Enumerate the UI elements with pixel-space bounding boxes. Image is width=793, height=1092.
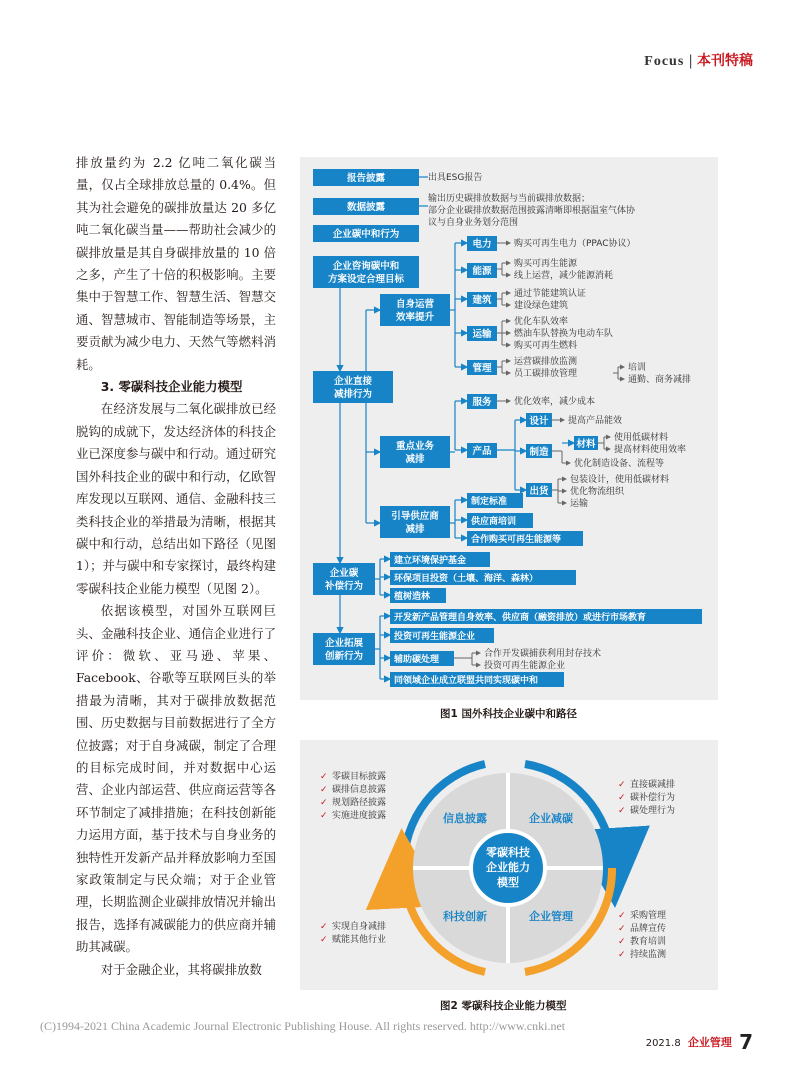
design-item-1: 提高产品能效 xyxy=(568,416,623,426)
paragraph-3: 依据该模型，对国外互联网巨头、金融科技企业、通信企业进行了评价：微软、亚马逊、苹果、Facebook、谷歌等互联网巨头的举措最为清晰，其对于碳排放数据范围、历史数据与目前数据进行了全方位披露；对于自身减碳，制定了合理的目标完成时间，并对数据中心运营、企业内部运营、供应商运营等各环节制定了减排措施；在科技创新能力运用方面，基于技术与自身业务的独特性开发新产品并释放影响力至国家政策制定与民众端；对于企业管理，长期监测企业碳排放情况并输出报告，选择有减碳能力的供应商并辅助其减碳。 xyxy=(76,603,276,955)
br-item-3: 教育培训 xyxy=(630,937,667,947)
header-separator: | xyxy=(688,53,693,69)
check-icon: ✓ xyxy=(320,772,328,782)
check-icon: ✓ xyxy=(618,806,626,816)
tl-item-3: 规划路径披露 xyxy=(332,798,387,808)
carbon-item-1: 合作开发碳捕获利用封存技术 xyxy=(484,649,602,659)
innov-item-1: 开发新产品管理自身效率、供应商（融资排放）或进行市场教育 xyxy=(394,613,647,623)
quadrant-innovation: 科技创新 xyxy=(443,910,487,923)
desc-data-1: 输出历史碳排放数据与当前碳排放数据； xyxy=(428,194,591,204)
offset-2: 补偿行为 xyxy=(324,581,364,592)
check-icon: ✓ xyxy=(618,780,626,790)
check-icon: ✓ xyxy=(618,950,626,960)
quadrant-disclosure: 信息披露 xyxy=(443,812,487,825)
innov-item-4: 同领域企业成立联盟共同实现碳中和 xyxy=(394,676,539,686)
check-icon: ✓ xyxy=(320,798,328,808)
check-icon: ✓ xyxy=(618,924,626,934)
section-heading: 3. 零碳科技企业能力模型 xyxy=(100,379,243,395)
goal-1: 企业咨询碳中和 xyxy=(332,261,400,272)
direct-2: 减排行为 xyxy=(333,389,373,400)
innov-item-2: 投资可再生能源企业 xyxy=(394,632,476,642)
keybiz-2: 减排 xyxy=(405,454,425,465)
label-mgmt: 管理 xyxy=(472,363,492,374)
label-building: 建筑 xyxy=(472,295,492,306)
mgmt-item-2: 员工碳排放管理 xyxy=(514,369,578,379)
transport-item-2: 燃油车队替换为电动车队 xyxy=(514,329,614,339)
body-text xyxy=(76,152,276,981)
label-action: 企业碳中和行为 xyxy=(332,229,400,240)
running-header xyxy=(644,50,753,70)
paragraph-2: 在经济发展与二氧化碳排放已经脱钩的成就下，发达经济体的科技企业已深度参与碳中和行动。通过研究国外科技企业的碳中和行动，亿欧智库发现以互联网、通信、金融科技三类科技企业的举措最为清晰，根据其碳中和行动，总结出如下路径（见图 1）；并与碳中和专家探讨，最终构建零碳科技企业能力模型（见图 2）。 xyxy=(76,401,276,596)
figure-2-caption: 图2 零碳科技企业能力模型 xyxy=(440,1000,567,1012)
ship-item-1: 包装设计，使用低碳材料 xyxy=(570,475,670,485)
quadrant-management: 企业管理 xyxy=(529,910,573,923)
check-icon: ✓ xyxy=(320,935,328,945)
desc-report: 出具ESG报告 xyxy=(428,173,483,183)
center-line-2: 企业能力 xyxy=(486,861,530,874)
tr-item-1: 直接碳减排 xyxy=(630,780,676,790)
mgmt-sub-2: 通勤、商务减排 xyxy=(628,375,692,385)
label-report: 报告披露 xyxy=(346,173,386,184)
paragraph-4: 对于金融企业，其将碳排放数 xyxy=(100,961,262,977)
offset-item-1: 建立环境保护基金 xyxy=(394,556,467,566)
selfops-2: 效率提升 xyxy=(395,312,435,323)
tr-item-2: 碳补偿行为 xyxy=(630,793,676,803)
page-footer xyxy=(646,1030,753,1054)
building-item-1: 通过节能建筑认证 xyxy=(514,289,587,299)
bl-item-1: 实现自身减排 xyxy=(332,922,387,932)
direct-1: 企业直接 xyxy=(333,376,373,387)
tl-item-4: 实施进度披露 xyxy=(332,811,387,821)
figure-2-diagram xyxy=(300,740,718,990)
desc-data-3: 议与自身业务划分范围 xyxy=(428,218,519,228)
check-icon: ✓ xyxy=(320,811,328,821)
supply-item-1: 制定标准 xyxy=(471,497,508,507)
label-design: 设计 xyxy=(529,416,549,427)
innov-2: 创新行为 xyxy=(324,651,364,662)
figure-1-diagram xyxy=(300,157,718,700)
copyright-notice: (C)1994-2021 China Academic Journal Electronic Publishing House. All rights reserved. http://www.cnki.net xyxy=(40,1019,566,1033)
paragraph-1: 排放量约为 2.2 亿吨二氧化碳当量，仅占全球排放总量的 0.4%。但其为社会避免的碳排放量达 20 多亿吨二氧化碳当量——帮助社会减少的碳排放量是其自身碳排放量的 10 倍之多，产生了十倍的积极影响。主要集中于智慧工作、智慧生活、智慧交通、智慧城市、智能制造等场景，主要贡献为减少电力、天然气等燃料消耗。 xyxy=(76,155,276,372)
energy-item-2: 线上运营，减少能源消耗 xyxy=(514,271,614,281)
page-number: 7 xyxy=(739,1030,753,1054)
center-line-1: 零碳科技 xyxy=(486,846,530,859)
supply-2: 减排 xyxy=(405,524,425,535)
material-item-2: 提高材料使用效率 xyxy=(614,445,687,455)
material-item-1: 使用低碳材料 xyxy=(614,433,669,443)
elec-item-1: 购买可再生电力（PPAC协议） xyxy=(514,239,636,249)
supply-item-3: 合作购买可再生能源等 xyxy=(471,535,562,545)
service-item-1: 优化效率，减少成本 xyxy=(514,397,596,407)
supply-item-2: 供应商培训 xyxy=(471,517,517,527)
goal-2: 方案设定合理目标 xyxy=(327,274,405,285)
building-item-2: 建设绿色建筑 xyxy=(514,301,569,311)
check-icon: ✓ xyxy=(320,922,328,932)
figure-2 xyxy=(300,740,718,990)
ship-item-2: 优化物流组织 xyxy=(570,487,625,497)
label-service: 服务 xyxy=(472,397,492,408)
transport-item-1: 优化车队效率 xyxy=(514,317,569,327)
column-focus: Focus xyxy=(644,54,685,69)
tl-item-2: 碳排信息披露 xyxy=(332,785,387,795)
offset-item-2: 环保项目投资（土壤、海洋、森林） xyxy=(394,574,539,584)
label-material: 材料 xyxy=(576,439,596,450)
selfops-1: 自身运营 xyxy=(395,299,435,310)
mfg-item-1: 优化制造设备、流程等 xyxy=(574,459,665,469)
center-line-3: 模型 xyxy=(497,876,519,889)
label-product: 产品 xyxy=(472,446,492,457)
keybiz-1: 重点业务 xyxy=(395,441,435,452)
check-icon: ✓ xyxy=(618,911,626,921)
check-icon: ✓ xyxy=(618,937,626,947)
transport-item-3: 购买可再生燃料 xyxy=(514,341,578,351)
br-item-2: 品牌宣传 xyxy=(630,924,667,934)
mgmt-sub-1: 培训 xyxy=(628,363,647,373)
bl-item-2: 赋能其他行业 xyxy=(332,935,387,945)
supply-1: 引导供应商 xyxy=(391,511,439,522)
label-ship: 出货 xyxy=(529,486,549,497)
carbon-item-2: 投资可再生能源企业 xyxy=(484,661,566,671)
label-elec: 电力 xyxy=(472,239,492,250)
figure-1-caption: 图1 国外科技企业碳中和路径 xyxy=(440,708,577,720)
label-transport: 运输 xyxy=(472,329,492,340)
innov-1: 企业拓展 xyxy=(324,638,364,649)
quadrant-reduction: 企业减碳 xyxy=(529,812,573,825)
magazine-name: 企业管理 xyxy=(687,1036,732,1049)
label-mfg: 制造 xyxy=(529,447,549,458)
mgmt-item-1: 运营碳排放监测 xyxy=(514,357,578,367)
ship-item-3: 运输 xyxy=(570,499,589,509)
offset-item-3: 植树造林 xyxy=(394,592,431,602)
check-icon: ✓ xyxy=(320,785,328,795)
check-icon: ✓ xyxy=(618,793,626,803)
desc-data-2: 部分企业碳排放数据范围披露清晰即根据温室气体协 xyxy=(428,206,636,216)
column-title: 本刊特稿 xyxy=(697,53,753,69)
label-data: 数据披露 xyxy=(346,202,386,213)
tl-item-1: 零碳目标披露 xyxy=(332,772,387,782)
br-item-4: 持续监测 xyxy=(630,950,667,960)
offset-1: 企业碳 xyxy=(329,568,359,579)
innov-item-3: 辅助碳处理 xyxy=(394,655,440,665)
energy-item-1: 购买可再生能源 xyxy=(514,259,578,269)
tr-item-3: 碳处理行为 xyxy=(630,806,676,816)
issue-date: 2021.8 xyxy=(645,1038,681,1049)
br-item-1: 采购管理 xyxy=(630,911,667,921)
figure-1 xyxy=(300,157,718,700)
label-energy: 能源 xyxy=(472,266,492,277)
